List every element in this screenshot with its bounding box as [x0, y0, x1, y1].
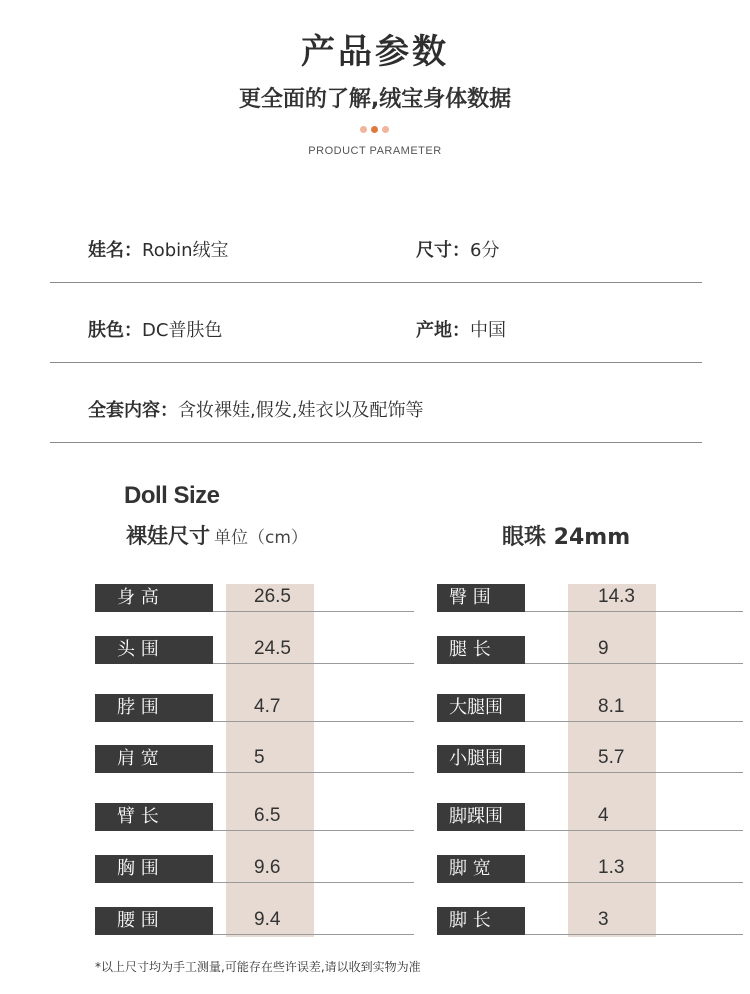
info-set — [88, 396, 423, 422]
english-subtitle: PRODUCT PARAMETER — [308, 145, 442, 157]
doll-size-cn-label: 裸娃尺寸 — [126, 524, 210, 548]
row-divider — [525, 721, 743, 722]
measure-value: 26.5 — [254, 586, 291, 607]
row-divider — [213, 772, 414, 773]
unit-label: 单位（cm） — [214, 528, 308, 548]
info-size — [416, 236, 499, 262]
row-divider — [525, 830, 743, 831]
measure-label: 身 高 — [95, 584, 213, 612]
measure-label: 小腿围 — [437, 745, 525, 773]
info-origin-label: 产地： — [416, 320, 470, 341]
info-name — [88, 236, 229, 262]
page-title: 产品参数 — [301, 32, 449, 72]
measure-label: 腿 长 — [437, 636, 525, 664]
row-divider — [213, 934, 414, 935]
dot-icon — [371, 126, 378, 133]
info-size-value: 6分 — [470, 240, 500, 261]
row-divider — [213, 663, 414, 664]
measure-value: 9 — [598, 638, 609, 659]
row-divider — [213, 882, 414, 883]
value-column-left — [226, 584, 314, 937]
info-skin — [88, 316, 222, 342]
row-divider — [525, 772, 743, 773]
info-skin-label: 肤色： — [88, 320, 142, 341]
measure-value: 4 — [598, 805, 609, 826]
measure-label: 胸 围 — [95, 855, 213, 883]
row-divider — [525, 882, 743, 883]
measure-value: 5 — [254, 747, 265, 768]
measure-value: 5.7 — [598, 747, 625, 768]
info-skin-value: DC普肤色 — [142, 320, 223, 341]
info-row-skin-origin — [50, 283, 702, 363]
decorative-dots — [360, 126, 392, 134]
dot-icon — [382, 126, 389, 133]
measure-value: 8.1 — [598, 696, 625, 717]
measure-value: 24.5 — [254, 638, 291, 659]
measure-label: 臂 长 — [95, 803, 213, 831]
measure-label: 大腿围 — [437, 694, 525, 722]
measure-label: 臀 围 — [437, 584, 525, 612]
doll-size-cn-heading — [126, 520, 308, 550]
info-name-label: 娃名： — [88, 240, 142, 261]
measure-label: 腰 围 — [95, 907, 213, 935]
info-origin — [416, 316, 506, 342]
measure-label: 脚 宽 — [437, 855, 525, 883]
doll-size-heading: Doll Size — [124, 482, 220, 509]
dot-icon — [360, 126, 367, 133]
info-origin-value: 中国 — [470, 320, 506, 341]
row-divider — [525, 663, 743, 664]
info-row-name-size — [50, 203, 702, 283]
measure-value: 14.3 — [598, 586, 635, 607]
measure-label: 肩 宽 — [95, 745, 213, 773]
row-divider — [213, 830, 414, 831]
measure-value: 4.7 — [254, 696, 281, 717]
measure-value: 3 — [598, 909, 609, 930]
eye-size: 眼珠 24mm — [502, 525, 631, 550]
footnote: *以上尺寸均为手工测量,可能存在些许误差,请以收到实物为准 — [95, 960, 421, 974]
row-divider — [525, 934, 743, 935]
info-size-label: 尺寸： — [416, 240, 470, 261]
measure-label: 脚踝围 — [437, 803, 525, 831]
measure-value: 9.4 — [254, 909, 281, 930]
measure-value: 9.6 — [254, 857, 281, 878]
info-set-label: 全套内容： — [88, 400, 178, 421]
info-set-value: 含妆裸娃,假发,娃衣以及配饰等 — [178, 400, 424, 421]
measure-value: 1.3 — [598, 857, 625, 878]
row-divider — [213, 611, 414, 612]
page-subtitle: 更全面的了解,绒宝身体数据 — [238, 87, 512, 112]
measure-value: 6.5 — [254, 805, 281, 826]
measure-label: 脚 长 — [437, 907, 525, 935]
measure-label: 脖 围 — [95, 694, 213, 722]
info-name-value: Robin绒宝 — [142, 240, 229, 261]
info-row-set — [50, 363, 702, 443]
row-divider — [525, 611, 743, 612]
row-divider — [213, 721, 414, 722]
measure-label: 头 围 — [95, 636, 213, 664]
